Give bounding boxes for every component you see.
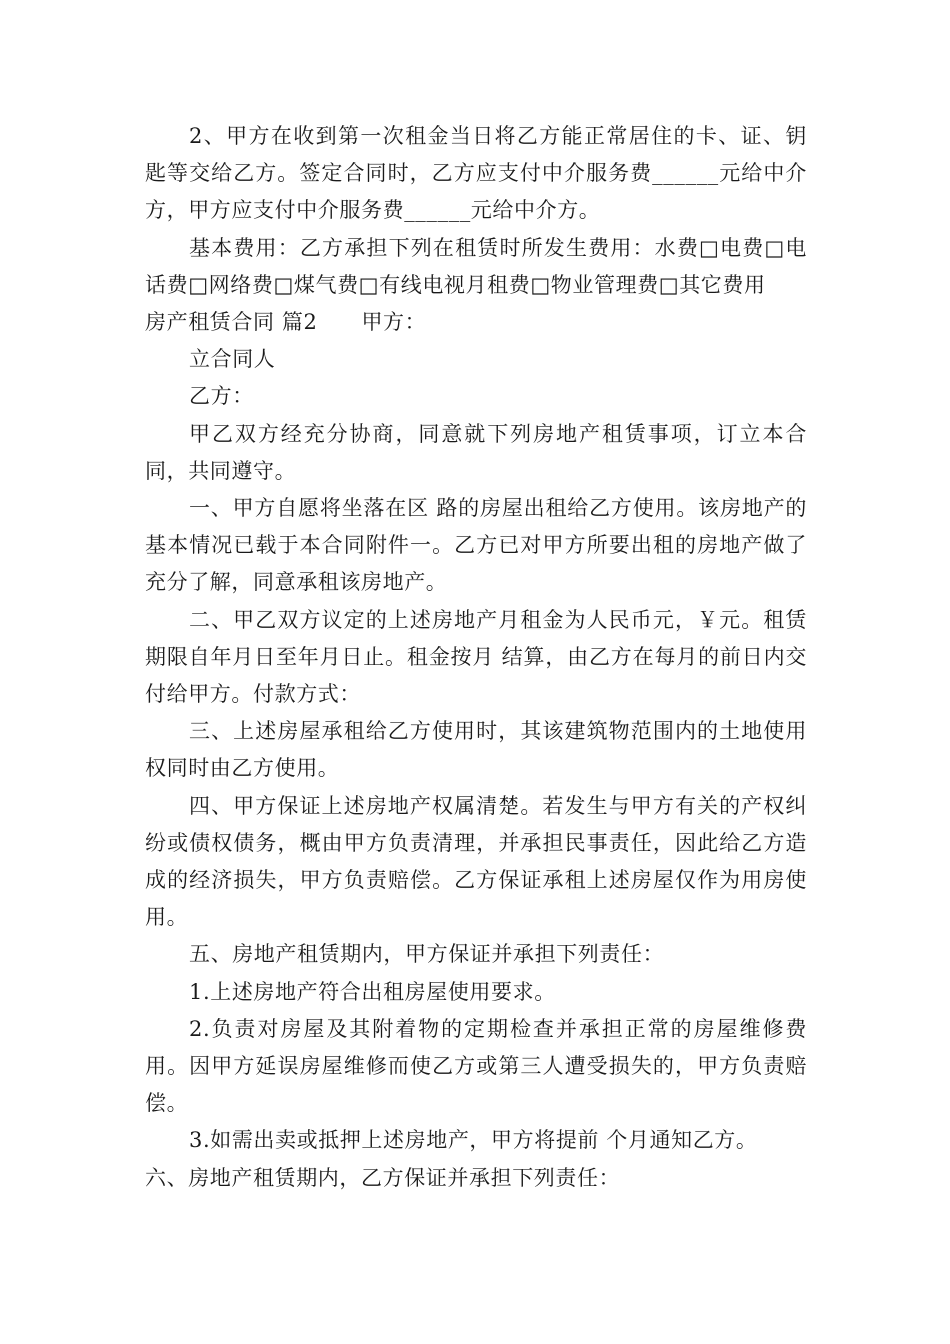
paragraph-agreement: 甲乙双方经充分协商，同意就下列房地产租赁事项，订立本合同，共同遵守。: [145, 421, 807, 483]
clause-6: 六、房地产租赁期内，乙方保证并承担下列责任：: [145, 1165, 621, 1190]
paragraph-basic-fees: 基本费用：乙方承担下列在租赁时所发生费用：水费□电费□电话费□网络费□煤气费□有线电视月租费□物业管理费□其它费用: [145, 235, 807, 297]
clause-5-item-2: 2.负责对房屋及其附着物的定期检查并承担正常的房屋维修费用。因甲方延误房屋维修而使乙方或第三人遭受损失的，甲方负责赔偿。: [145, 1016, 807, 1116]
party-a-label: 甲方：: [361, 310, 427, 335]
clause-4: 四、甲方保证上述房地产权属清楚。若发生与甲方有关的产权纠纷或债权债务，概由甲方负责清理，并承担民事责任，因此给乙方造成的经济损失，甲方负责赔偿。乙方保证承租上述房屋仅作为用房使用。: [145, 793, 807, 930]
section-title: 房产租赁合同 篇2: [145, 310, 318, 335]
clause-2: 二、甲乙双方议定的上述房地产月租金为人民币元，￥元。租赁期限自年月日至年月日止。租金按月 结算，由乙方在每月的前日内交付给甲方。付款方式：: [145, 607, 807, 707]
clause-5-item-3: 3.如需出卖或抵押上述房地产，甲方将提前 个月通知乙方。: [189, 1128, 758, 1153]
clause-3: 三、上述房屋承租给乙方使用时，其该建筑物范围内的土地使用权同时由乙方使用。: [145, 719, 807, 781]
section-heading: [145, 304, 807, 341]
paragraph-party-b: 乙方：: [189, 384, 254, 409]
clause-5: 五、房地产租赁期内，甲方保证并承担下列责任：: [189, 942, 665, 967]
clause-5-item-1: 1.上述房地产符合出租房屋使用要求。: [189, 979, 556, 1004]
document-body: [145, 118, 807, 1197]
paragraph-signatory: 立合同人: [189, 347, 276, 372]
paragraph-key-handover: 2、甲方在收到第一次租金当日将乙方能正常居住的卡、证、钥匙等交给乙方。签定合同时，乙方应支付中介服务费______元给中介方，甲方应支付中介服务费______元给中介方。: [145, 124, 807, 223]
clause-1: 一、甲方自愿将坐落在区 路的房屋出租给乙方使用。该房地产的基本情况已载于本合同附件一。乙方已对甲方所要出租的房地产做了充分了解，同意承租该房地产。: [145, 496, 807, 595]
